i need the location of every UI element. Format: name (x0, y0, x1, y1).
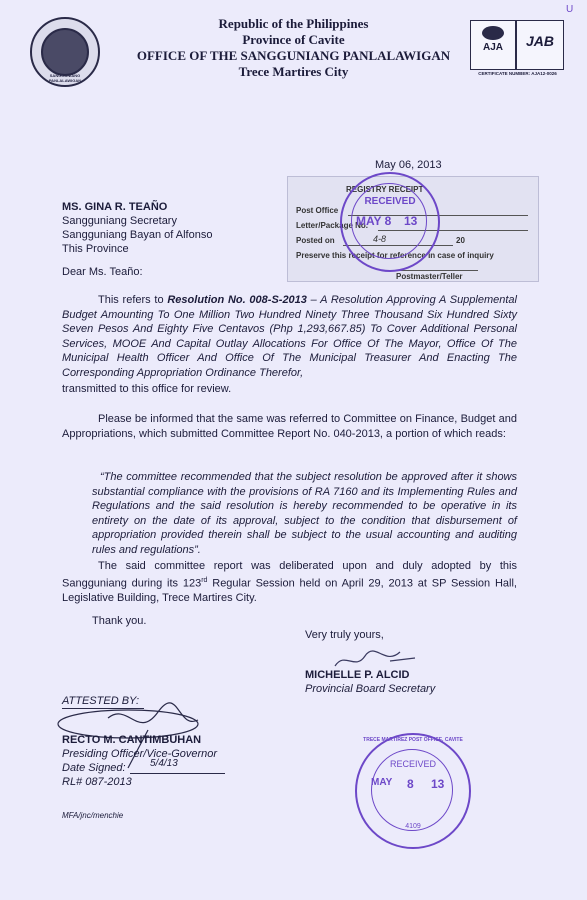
postmark-day: 8 (407, 777, 414, 791)
rl-number: RL# 087-2013 (62, 776, 132, 788)
letterhead-line-2: Province of Cavite (242, 32, 345, 47)
date-signed-value: 5/4/13 (150, 758, 178, 769)
paragraph-session (62, 559, 517, 605)
received-stamp-top-day: 13 (404, 214, 418, 228)
paragraph-session-b: Regular Session held on April 29, 2013 at SP Session Hall, Legislative Building, Trece Martires City. (62, 577, 517, 604)
committee-quote: “The committee recommended that the subject resolution be approved after it shows substantial compliance with the provisions of RA 7160 and its Implementing Rules and Regulations and the said resolution is hereby recommended to be operative in its entirety on the date of its approval, subject to the condition that disbursement of appropriation provided therein shall be subject to the usual accounting and auditing rules and regulations”. (92, 471, 517, 556)
signatory-title: Provincial Board Secretary (305, 683, 436, 695)
registry-title: REGISTRY RECEIPT (346, 185, 424, 194)
attested-label: ATTESTED BY: (62, 695, 140, 707)
jab-logo (516, 20, 564, 70)
postmark-received: RECEIVED (389, 759, 436, 769)
aja-emblem-icon (482, 26, 504, 40)
registry-year: 20 (456, 236, 465, 245)
letter-date: May 06, 2013 (375, 159, 442, 171)
attesting-officer-title: Presiding Officer/Vice-Governor (62, 748, 218, 760)
registry-teller-line (398, 270, 478, 271)
signatory-name: MICHELLE P. ALCID (305, 669, 410, 681)
registry-preserve-note: Preserve this receipt for reference in case of inquiry (296, 251, 494, 260)
recipient-office: Sangguniang Bayan of Alfonso (62, 229, 213, 241)
registry-teller: Postmaster/Teller (396, 272, 463, 281)
salutation: Dear Ms. Teaño: (62, 266, 143, 278)
paragraph-resolution-rest: – A Resolution Approving A Supplemental Budget Amounting To One Million Two Hundred Ninety Three Thousand Six Hundred Sixty Seven Pesos And Eighty Five Centavos (Php 1,293,667.85) To Cover Additional Personal Services, MOOE And Capital Outlay Allocations For Office Of The Mayor, Office Of The Municipal Health Officer And Office Of The Municipal Treasurer And Enacting The Corresponding Appropriation Ordinance Therefor, (62, 294, 517, 379)
seal-caption: SANGGUNIANG PANLALAWIGAN (48, 73, 82, 83)
aja-logo (470, 20, 516, 70)
closing: Very truly yours, (305, 629, 384, 641)
date-signed-line (130, 773, 225, 774)
recipient-position: Sangguniang Secretary (62, 215, 177, 227)
postmark-month: MAY (371, 777, 393, 788)
letterhead-line-3: OFFICE OF THE SANGGUNIANG PANLALAWIGAN (136, 48, 451, 63)
registry-handwritten-date: 4-8 (373, 234, 387, 244)
paragraph-resolution (62, 293, 517, 380)
letterhead-line-1: Republic of the Philippines (218, 16, 369, 31)
attesting-officer-name: RECTO M. CANTIMBUHAN (62, 734, 202, 746)
certificate-number: CERTIFICATE NUMBER: AJA12-0026 (478, 71, 557, 76)
reference-initials: MFA/jnc/menchie (62, 811, 124, 820)
received-stamp-top-date: MAY 8 (356, 214, 392, 228)
corner-mark: U (566, 4, 574, 15)
paragraph-resolution-lead: This refers to (98, 294, 168, 306)
recipient-name: MS. GINA R. TEAÑO (62, 201, 168, 213)
postmark-stamp (355, 733, 471, 849)
received-stamp-top (340, 172, 440, 272)
aja-label: AJA (482, 42, 503, 53)
postmark-code: 4109 (405, 823, 421, 830)
registry-posted-on: Posted on (296, 236, 335, 245)
resolution-number: Resolution No. 008-S-2013 (167, 294, 307, 306)
postmark-year: 13 (431, 777, 445, 791)
jab-label: JAB (525, 33, 554, 49)
registry-letter-package: Letter/Package No. (296, 221, 369, 230)
postmark-ring-text: TRECE MARTIREZ POST OFFICE, CAVITE (363, 737, 463, 743)
received-stamp-top-label: RECEIVED (364, 196, 416, 207)
recipient-location: This Province (62, 243, 129, 255)
paragraph-committee: Please be informed that the same was referred to Committee on Finance, Budget and Appropriations, which submitted Committee Report No. 040-2013, a portion of which reads: (62, 413, 517, 440)
paragraph-resolution-tail: transmitted to this office for review. (62, 383, 232, 395)
paragraph-session-a: The said committee report was deliberated upon and duly adopted by this Sangguniang during its 123 (62, 560, 517, 590)
letterhead-line-4: Trece Martires City (238, 64, 349, 79)
date-signed-label: Date Signed: (62, 762, 126, 774)
registry-post-office: Post Office (296, 206, 339, 215)
ordinal-suffix: rd (201, 576, 208, 584)
thanks: Thank you. (92, 615, 147, 627)
